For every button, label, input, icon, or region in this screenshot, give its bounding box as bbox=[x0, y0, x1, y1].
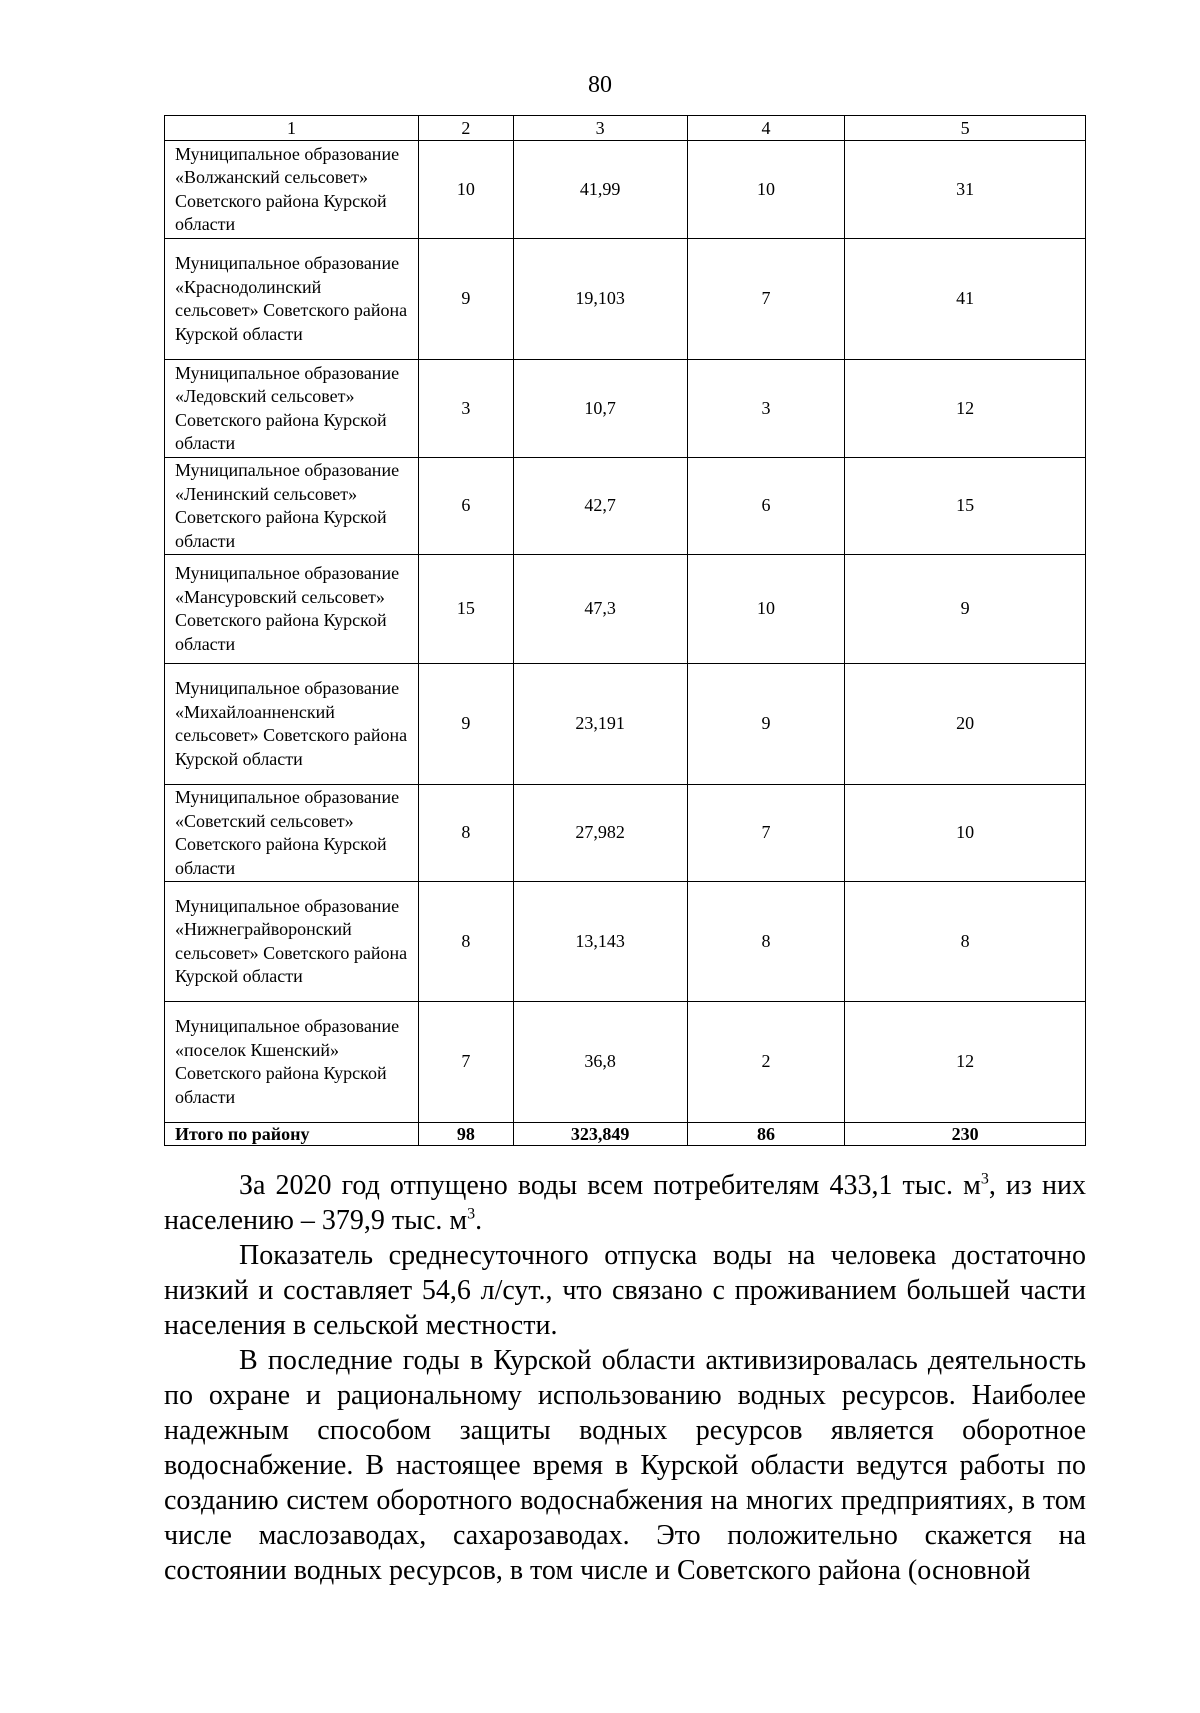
cell-col3: 23,191 bbox=[513, 664, 687, 785]
column-header: 4 bbox=[687, 116, 845, 141]
cell-col4: 7 bbox=[687, 239, 845, 360]
table-row bbox=[165, 360, 1086, 458]
cell-col4: 10 bbox=[687, 555, 845, 664]
table-row bbox=[165, 141, 1086, 239]
cell-col3: 19,103 bbox=[513, 239, 687, 360]
paragraph-text: , из них населению – 379,9 тыс. м bbox=[164, 1170, 1086, 1236]
cell-col3: 42,7 bbox=[513, 458, 687, 555]
cell-col3: 47,3 bbox=[513, 555, 687, 664]
row-name: Муниципальное образование «Михайлоанненский сельсовет» Советского района Курской области bbox=[165, 664, 419, 785]
cell-col4: 3 bbox=[687, 360, 845, 458]
table-row bbox=[165, 555, 1086, 664]
cell-col4: 2 bbox=[687, 1002, 845, 1123]
paragraph-water-supply bbox=[164, 1168, 1086, 1238]
superscript: 3 bbox=[467, 1205, 476, 1223]
table-row bbox=[165, 1002, 1086, 1123]
cell-col2: 9 bbox=[418, 239, 513, 360]
cell-col4: 10 bbox=[687, 141, 845, 239]
cell-col2: 6 bbox=[418, 458, 513, 555]
body-text bbox=[164, 1168, 1086, 1588]
row-name: Муниципальное образование «Волжанский сельсовет» Советского района Курской области bbox=[165, 141, 419, 239]
cell-col2: 15 bbox=[418, 555, 513, 664]
table-header-row bbox=[165, 116, 1086, 141]
column-header: 3 bbox=[513, 116, 687, 141]
table-row bbox=[165, 882, 1086, 1002]
cell-col5: 31 bbox=[845, 141, 1086, 239]
paragraph-daily-consumption: Показатель среднесуточного отпуска воды на человека достаточно низкий и составляет 54,6 л/сут., что связано с проживанием большей части населения в сельской местности. bbox=[164, 1240, 1086, 1341]
table-total-row bbox=[165, 1123, 1086, 1146]
table-row bbox=[165, 664, 1086, 785]
page-number: 80 bbox=[588, 72, 612, 98]
row-name: Муниципальное образование «Нижнеграйворонский сельсовет» Советского района Курской области bbox=[165, 882, 419, 1002]
cell-col4: 7 bbox=[687, 785, 845, 882]
total-col5: 230 bbox=[845, 1123, 1086, 1146]
cell-col5: 20 bbox=[845, 664, 1086, 785]
cell-col5: 15 bbox=[845, 458, 1086, 555]
paragraph-text: . bbox=[475, 1205, 483, 1236]
cell-col5: 12 bbox=[845, 360, 1086, 458]
cell-col5: 10 bbox=[845, 785, 1086, 882]
row-name: Муниципальное образование «поселок Кшенский» Советского района Курской области bbox=[165, 1002, 419, 1123]
table-row bbox=[165, 239, 1086, 360]
cell-col3: 27,982 bbox=[513, 785, 687, 882]
cell-col5: 8 bbox=[845, 882, 1086, 1002]
cell-col2: 9 bbox=[418, 664, 513, 785]
paragraph-water-resources: В последние годы в Курской области активизировалась деятельность по охране и рациональному использованию водных ресурсов. Наиболее надежным способом защиты водных ресурсов является оборотное водоснабжение. В настоящее время в Курской области ведутся работы по созданию систем оборотного водоснабжения на многих предприятиях, в том числе маслозаводах, сахарозаводах. Это положительно скажется на состоянии водных ресурсов, в том числе и Советского района (основной bbox=[164, 1345, 1086, 1586]
total-col4: 86 bbox=[687, 1123, 845, 1146]
row-name: Муниципальное образование «Краснодолинский сельсовет» Советского района Курской области bbox=[165, 239, 419, 360]
cell-col4: 8 bbox=[687, 882, 845, 1002]
cell-col2: 8 bbox=[418, 785, 513, 882]
cell-col2: 8 bbox=[418, 882, 513, 1002]
superscript: 3 bbox=[980, 1170, 989, 1188]
cell-col3: 36,8 bbox=[513, 1002, 687, 1123]
cell-col3: 10,7 bbox=[513, 360, 687, 458]
row-name: Муниципальное образование «Советский сельсовет» Советского района Курской области bbox=[165, 785, 419, 882]
column-header: 2 bbox=[418, 116, 513, 141]
data-table bbox=[164, 115, 1086, 1146]
cell-col5: 9 bbox=[845, 555, 1086, 664]
table-row bbox=[165, 458, 1086, 555]
cell-col2: 10 bbox=[418, 141, 513, 239]
cell-col5: 41 bbox=[845, 239, 1086, 360]
row-name: Муниципальное образование «Мансуровский сельсовет» Советского района Курской области bbox=[165, 555, 419, 664]
row-name: Муниципальное образование «Ленинский сельсовет» Советского района Курской области bbox=[165, 458, 419, 555]
column-header: 1 bbox=[165, 116, 419, 141]
table-row bbox=[165, 785, 1086, 882]
total-col3: 323,849 bbox=[513, 1123, 687, 1146]
paragraph-text: За 2020 год отпущено воды всем потребителям 433,1 тыс. м bbox=[239, 1170, 981, 1201]
cell-col4: 6 bbox=[687, 458, 845, 555]
row-name: Муниципальное образование «Ледовский сельсовет» Советского района Курской области bbox=[165, 360, 419, 458]
total-col2: 98 bbox=[418, 1123, 513, 1146]
cell-col4: 9 bbox=[687, 664, 845, 785]
column-header: 5 bbox=[845, 116, 1086, 141]
cell-col2: 3 bbox=[418, 360, 513, 458]
cell-col3: 41,99 bbox=[513, 141, 687, 239]
total-label: Итого по району bbox=[165, 1123, 419, 1146]
cell-col5: 12 bbox=[845, 1002, 1086, 1123]
cell-col2: 7 bbox=[418, 1002, 513, 1123]
cell-col3: 13,143 bbox=[513, 882, 687, 1002]
